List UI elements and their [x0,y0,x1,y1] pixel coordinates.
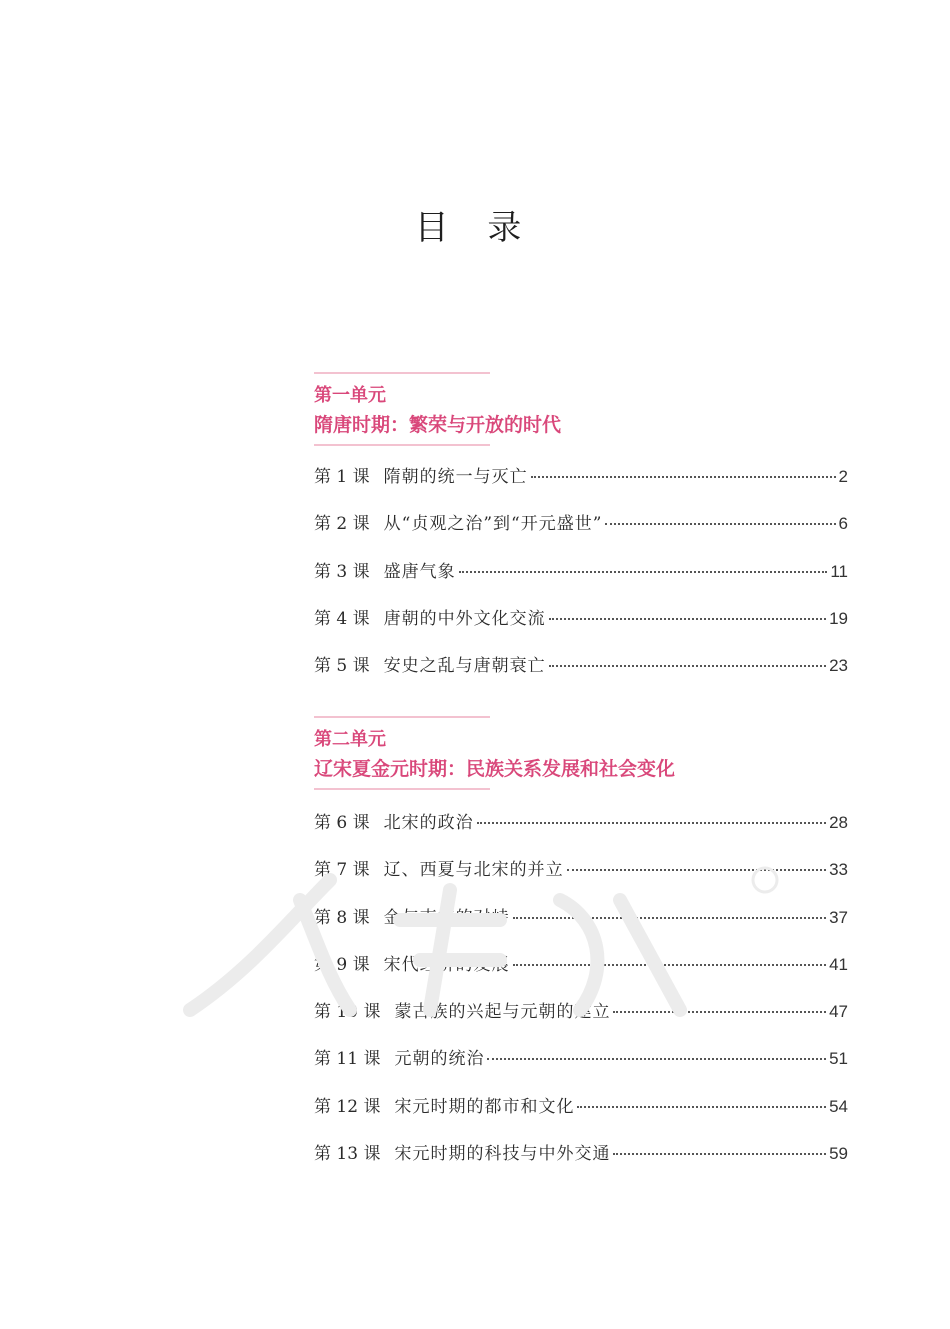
lesson-number: 第 7 课 [314,860,370,881]
lesson-title: 宋代经济的发展 [383,954,510,975]
lesson-number: 第 10 课 [314,1002,381,1023]
unit-header [314,716,854,790]
toc-entry[interactable] [314,941,848,988]
page-number: 51 [829,1049,848,1069]
unit-title: 辽宋夏金元时期：民族关系发展和社会变化 [314,758,676,780]
page-number: 47 [829,1002,848,1022]
page-number: 54 [829,1096,848,1116]
lesson-title: 宋元时期的科技与中外交通 [394,1144,611,1165]
lesson-list [314,799,848,1177]
dot-leader [605,522,835,525]
toc-entry[interactable] [314,1035,848,1082]
unit-divider [314,788,490,790]
dot-leader [459,570,828,573]
lesson-title: 金与南宋的对峙 [383,907,510,928]
lesson-number: 第 1 课 [314,467,370,487]
lesson-number: 第 5 课 [314,656,370,677]
unit-header [314,372,854,446]
lesson-list [314,453,848,689]
dot-leader [549,617,826,620]
page-number: 19 [829,608,848,628]
toc-entry[interactable] [314,595,848,642]
page-number: 6 [838,514,848,534]
toc-entry[interactable] [314,453,848,500]
page-number: 33 [829,860,848,880]
dot-leader [567,868,826,871]
dot-leader [577,1105,826,1108]
dot-leader [513,963,826,966]
lesson-title: 安史之乱与唐朝衰亡 [383,656,546,677]
lesson-number: 第 2 课 [314,514,370,535]
unit-divider [314,444,490,446]
lesson-title: 隋朝的统一与灭亡 [383,467,528,487]
lesson-title: 宋元时期的都市和文化 [394,1096,575,1117]
dot-leader [613,1152,826,1155]
unit-label: 第一单元 [314,385,386,406]
toc-entry[interactable] [314,548,848,595]
lesson-title: 蒙古族的兴起与元朝的建立 [394,1002,611,1023]
page-title: 目 录 [414,208,536,248]
lesson-number: 第 4 课 [314,608,370,629]
toc-entry[interactable] [314,1083,848,1130]
toc-entry[interactable] [314,1130,848,1177]
dot-leader [549,664,826,667]
unit-divider [314,372,490,374]
unit-divider [314,716,490,718]
lesson-number: 第 6 课 [314,813,370,833]
dot-leader [613,1010,826,1013]
page-number: 37 [829,907,848,927]
lesson-title: 盛唐气象 [383,561,456,582]
lesson-title: 北宋的政治 [383,813,474,833]
toc-entry[interactable] [314,799,848,846]
toc-entry[interactable] [314,500,848,547]
dot-leader [477,821,826,824]
toc-entry[interactable] [314,846,848,893]
page-number: 41 [829,954,848,974]
page-number: 11 [830,561,848,581]
unit-title: 隋唐时期：繁荣与开放的时代 [314,414,562,436]
lesson-number: 第 9 课 [314,954,370,975]
page-number: 28 [829,813,848,832]
toc-entry[interactable] [314,988,848,1035]
toc-entry[interactable] [314,894,848,941]
lesson-title: 唐朝的中外文化交流 [383,608,546,629]
dot-leader [531,475,836,478]
lesson-number: 第 3 课 [314,561,370,582]
unit-label: 第二单元 [314,729,386,750]
lesson-number: 第 13 课 [314,1144,381,1165]
lesson-number: 第 12 课 [314,1096,381,1117]
page-number: 59 [829,1144,848,1164]
lesson-number: 第 8 课 [314,907,370,928]
page-number: 2 [838,467,848,486]
page-number: 23 [829,656,848,676]
lesson-title: 元朝的统治 [394,1049,485,1070]
lesson-title: 从“贞观之治”到“开元盛世” [383,514,603,535]
dot-leader [513,916,826,919]
lesson-number: 第 11 课 [314,1049,381,1070]
dot-leader [487,1057,826,1060]
toc-entry[interactable] [314,642,848,689]
lesson-title: 辽、西夏与北宋的并立 [383,860,564,881]
